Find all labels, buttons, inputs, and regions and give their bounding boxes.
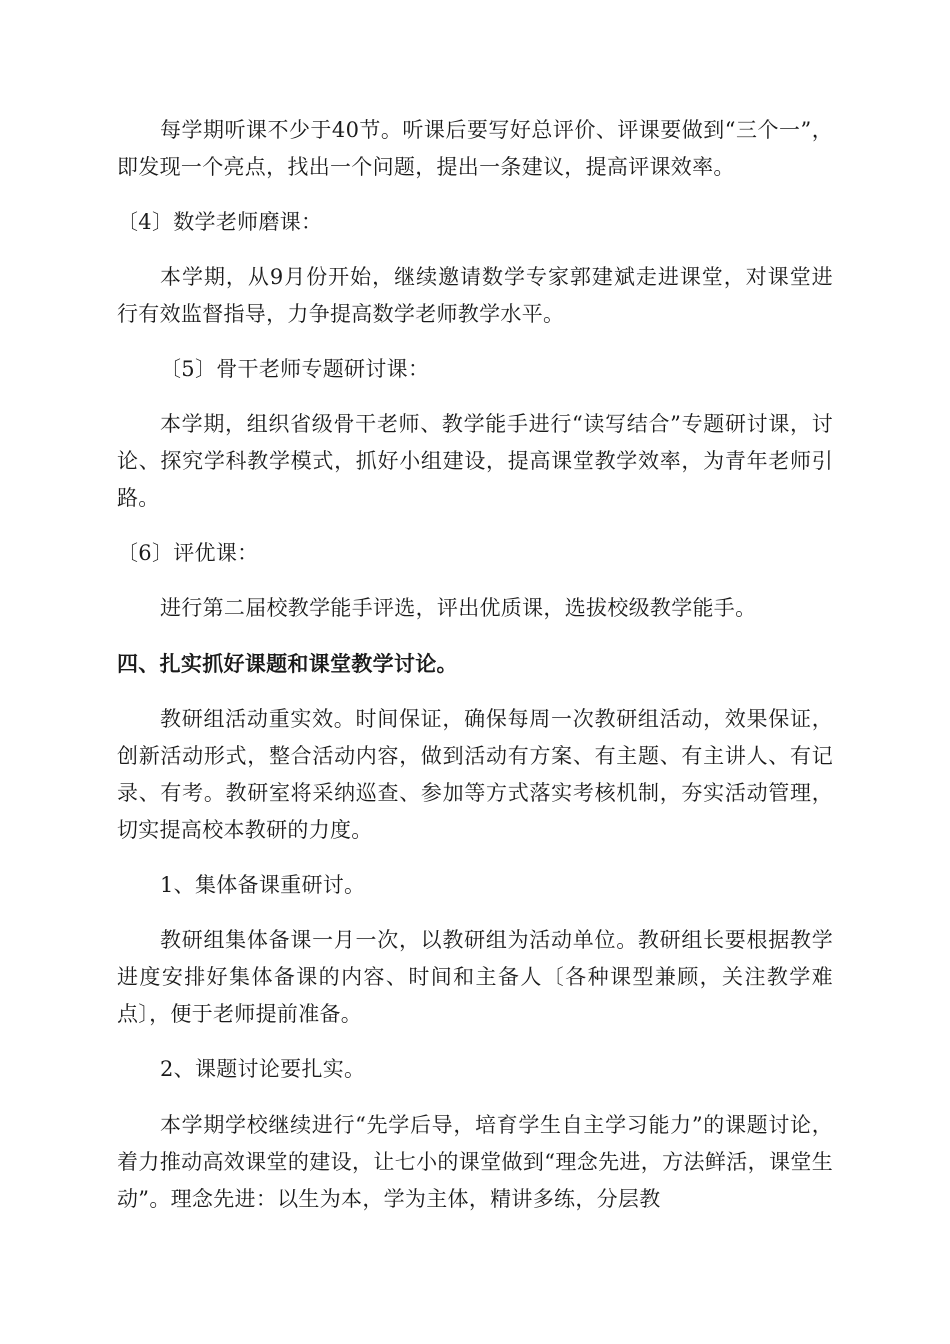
section-four-heading: 四、扎实抓好课题和课堂教学讨论。 bbox=[117, 652, 458, 676]
paragraph-collective-prep: 教研组集体备课一月一次，以教研组为活动单位。教研组长要根据教学进度安排好集体备课的内容、时间和主备人〔各种课型兼顾，关注教学难点〕，便于老师提前准备。 bbox=[117, 928, 833, 1026]
paragraph-excellent-lessons: 进行第二届校教学能手评选，评出优质课，选拔校级教学能手。 bbox=[160, 596, 757, 620]
paragraph-research-topics: 本学期学校继续进行“先学后导，培育学生自主学习能力”的课题讨论，着力推动高效课堂的建设，让七小的课堂做到“理念先进，方法鲜活，课堂生动”。理念先进：以生为本，学为主体，精讲多练，分层教 bbox=[117, 1113, 833, 1211]
item-5-heading: 〔5〕骨干老师专题研讨课： bbox=[160, 357, 430, 381]
subheading-research-topics: 2、课题讨论要扎实。 bbox=[160, 1057, 366, 1081]
paragraph-backbone-teachers: 本学期，组织省级骨干老师、教学能手进行“读写结合”专题研讨课，讨论、探究学科教学模式，抓好小组建设，提高课堂教学效率，为青年老师引路。 bbox=[117, 412, 833, 510]
subheading-collective-prep: 1、集体备课重研讨。 bbox=[160, 873, 366, 897]
paragraph-math-lessons: 本学期，从9月份开始，继续邀请数学专家郭建斌走进课堂，对课堂进行有效监督指导，力争提高数学老师教学水平。 bbox=[117, 265, 833, 326]
paragraph-lesson-observation: 每学期听课不少于40节。听课后要写好总评价、评课要做到“三个一”，即发现一个亮点，找出一个问题，提出一条建议，提高评课效率。 bbox=[117, 118, 833, 179]
paragraph-teaching-research: 教研组活动重实效。时间保证，确保每周一次教研组活动，效果保证，创新活动形式，整合活动内容，做到活动有方案、有主题、有主讲人、有记录、有考。教研室将采纳巡查、参加等方式落实考核机制，夯实活动管理，切实提高校本教研的力度。 bbox=[117, 707, 833, 842]
item-6-heading: 〔6〕评优课： bbox=[117, 541, 259, 565]
item-4-heading: 〔4〕数学老师磨课： bbox=[117, 210, 323, 234]
